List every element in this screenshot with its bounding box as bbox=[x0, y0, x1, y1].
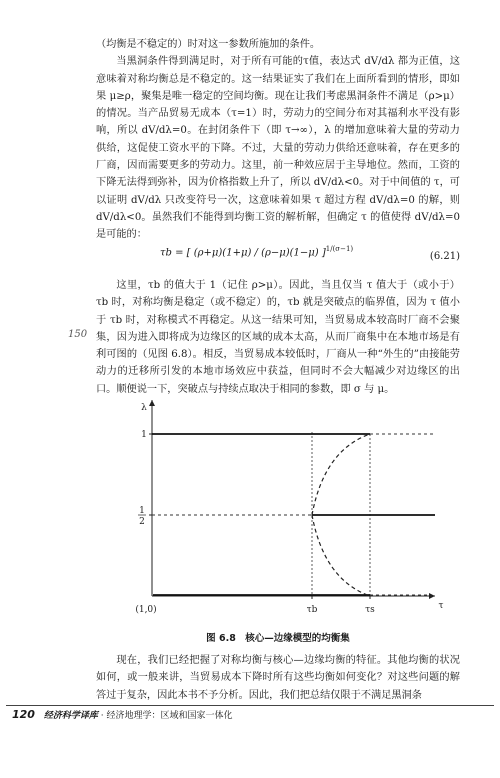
figure-caption: 图 6.8 核心—边缘模型的均衡集 bbox=[206, 633, 350, 644]
page-footer bbox=[12, 708, 232, 721]
book-title: · 经济地理学：区域和国家一体化 bbox=[100, 711, 233, 721]
equation-6-21 bbox=[160, 243, 460, 273]
y-tick-label-half-denominator: 2 bbox=[139, 517, 145, 527]
paragraph-middle bbox=[96, 277, 460, 398]
y-tick-label-one: 1 bbox=[141, 430, 147, 440]
margin-page-note: 150 bbox=[68, 329, 88, 340]
unstable-curve-upper bbox=[312, 434, 370, 515]
origin-label: (1,0) bbox=[135, 605, 157, 615]
x-tick-label-tau-b: τb bbox=[306, 605, 318, 615]
page-number: 120 bbox=[12, 708, 35, 721]
paragraph-upper bbox=[96, 36, 460, 244]
unstable-curve-lower bbox=[312, 515, 370, 596]
paragraph-middle-text: 这里，τb 的值大于 1（记住 ρ>μ）。因此，当且仅当 τ 值大于（或小于）τb 时，对称均衡是稳定（或不稳定）的，τb 就是突破点的临界值，因为 τ 值小于 τb 时，对称模式不再稳定。从这一结果可知，当贸易成本较高时厂商不会聚集，因为进入即将成为边缘区的区域的成本太高，从而厂商集中在本地市场是有利可图的（见图 6.8）。相反，当贸易成本较低时，厂商从一种“外生的”由接能劳动力的迁移所引发的本地市场效应中获益，但同时不会大幅减少对边缘区的出口。顺便说一下，突破点与持续点取决于相同的参数，即 σ 与 μ。 bbox=[96, 280, 460, 395]
footer-rule bbox=[6, 705, 494, 706]
x-axis-arrow bbox=[429, 593, 435, 599]
paragraph-lower bbox=[96, 652, 460, 704]
x-axis-label: τ bbox=[438, 601, 444, 611]
paragraph-upper-text: 当黑洞条件得到满足时，对于所有可能的τ值，表达式 dV/dλ 都为正值，这意味着对称均衡总是不稳定的。这一结果证实了我们在上面所看到的情形，即如果 μ≥ρ，聚集是唯一稳定的空间均衡。现在让我们考虑黑洞条件不满足（ρ>μ）的情况。当产品贸易无成本（τ=1）时，劳动力的空间分布对其福利水平没有影响，所以 dV/dλ=0。在封闭条件下（即 τ→∞），λ 的增加意味着大量的劳动力供给，这促使工资水平的下降。不过，大量的劳动力供给还意味着，存在更多的厂商，因而需要更多的劳动力。这里，前一种效应居于主导地位。然而，工资的下降无法得到弥补，因为价格指数上升了，所以 dV/dλ<0。对于中间值的 τ，可以证明 dV/dλ 只改变符号一次，这意味着如果 τ 超过方程 dV/dλ=0 的解，则 dV/dλ<0。虽然我们不能得到均衡工资的解析解，但确定 τ 的值使得 dV/dλ=0 是可能的： bbox=[96, 56, 460, 241]
equation-number: (6.21) bbox=[429, 251, 460, 262]
equation-body: τb = [ (ρ+μ)(1+μ) / (ρ−μ)(1−μ) ]$^{1/(\sigma-1)}$ bbox=[160, 245, 354, 259]
y-tick-label-half-numerator: 1 bbox=[139, 506, 145, 516]
x-tick-label-tau-s: τs bbox=[365, 605, 375, 615]
equilibrium-set-chart bbox=[130, 392, 450, 628]
y-axis-label: λ bbox=[141, 403, 147, 413]
paragraph-lower-text: 现在，我们已经把握了对称均衡与核心—边缘均衡的特征。其他均衡的状况如何，或一般来讲，当贸易成本下降时所有这些均衡如何变化？对这些问题的解答过于复杂，因此本书不予分析。因此，我们把总结仅限于不满足黑洞条 bbox=[96, 655, 460, 701]
paragraph-upper-text: （均衡是不稳定的）时对这一参数所施加的条件。 bbox=[96, 39, 321, 50]
y-axis-arrow bbox=[149, 400, 155, 406]
series-title: 经济科学译库 bbox=[43, 711, 98, 721]
figure-6-8 bbox=[130, 392, 450, 628]
